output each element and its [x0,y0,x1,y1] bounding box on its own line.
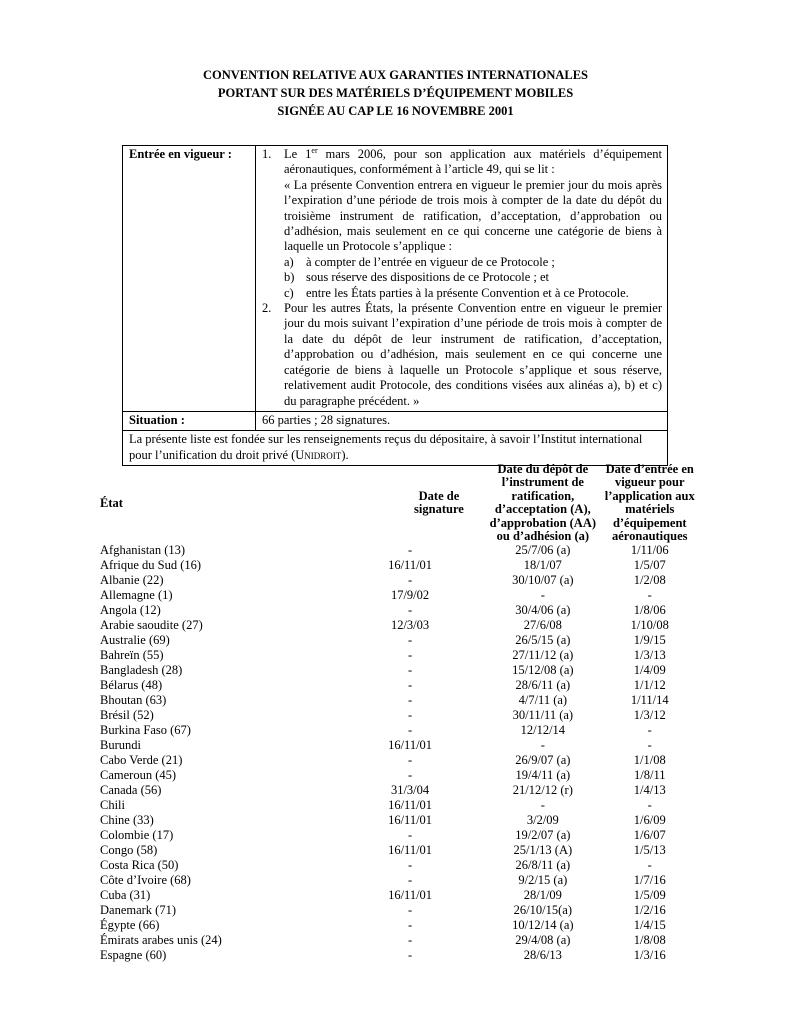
deposit-cell: 19/4/11 (a) [515,768,571,783]
signature-cell: 16/11/01 [388,843,433,858]
deposit-cell: 30/10/07 (a) [512,573,574,588]
table-row [100,918,698,933]
table-row [100,768,698,783]
state-cell: Angola (12) [100,603,161,618]
signature-cell: - [407,693,413,708]
item1-quote: « La présente Convention entrera en vigueur le premier jour du mois après l’expiration d’une période de trois mois à compter de la date du dépôt du troisième instrument de ratification, d’acceptation, d’approbation ou d’adhésion, mais seulement en ce qui concerne une catégorie de biens à laquelle un Protocole s’applique : [284,177,662,254]
deposit-cell: 28/6/11 (a) [515,678,571,693]
signature-cell: - [407,918,413,933]
table-row [100,618,698,633]
state-cell: Bhoutan (63) [100,693,167,708]
signature-cell: 17/9/02 [390,588,430,603]
table-row [100,543,698,558]
signature-cell: - [407,543,413,558]
signature-cell: - [407,573,413,588]
header-deposit: Date du dépôt de l’instrument de ratification, d’acceptation (A), d’approbation (AA) ou d’adhésion (a) [489,462,597,544]
entry-cell: 1/9/15 [633,633,666,648]
deposit-cell: 28/6/13 [523,948,562,963]
item-number: 1. [262,147,272,161]
deposit-cell: 30/11/11 (a) [512,708,574,723]
signature-cell: - [407,663,413,678]
deposit-cell: 26/5/15 (a) [515,633,571,648]
table-row [100,648,698,663]
states-table [100,463,698,963]
state-cell: Danemark (71) [100,903,177,918]
entry-cell: 1/5/13 [633,843,666,858]
deposit-cell: - [540,738,545,753]
header-state: État [100,495,123,510]
state-cell: Colombie (17) [100,828,174,843]
signature-cell: 12/3/03 [390,618,430,633]
state-cell: Bélarus (48) [100,678,163,693]
table-row [100,948,698,963]
state-cell: Cuba (31) [100,888,151,903]
table-row [100,933,698,948]
table-row [100,873,698,888]
entry-cell: 1/7/16 [633,873,666,888]
table-row [100,813,698,828]
state-cell: Arabie saoudite (27) [100,618,203,633]
table-row [100,828,698,843]
sub-item-b: b) sous réserve des dispositions de ce Protocole ; et [284,270,550,285]
deposit-cell: 26/10/15(a) [513,903,572,918]
table-row [100,723,698,738]
entry-cell: 1/11/14 [630,693,669,708]
state-cell: Albanie (22) [100,573,164,588]
signature-cell: - [407,948,413,963]
signature-cell: - [407,873,413,888]
table-row [100,588,698,603]
entry-cell: 1/2/08 [633,573,666,588]
signature-cell: - [407,723,413,738]
state-cell: Allemagne (1) [100,588,173,603]
state-cell: Côte d’Ivoire (68) [100,873,191,888]
state-cell: Burkina Faso (67) [100,723,191,738]
deposit-cell: 4/7/11 (a) [518,693,568,708]
sub-item-a: a) à compter de l’entrée en vigueur de ce Protocole ; [284,254,555,269]
state-cell: Burundi [100,738,141,753]
entry-item-1 [262,147,662,301]
entry-cell: 1/11/06 [630,543,669,558]
entry-cell: 1/2/16 [633,903,666,918]
entry-cell: 1/8/11 [634,768,666,783]
table-row [100,903,698,918]
deposit-cell: 21/12/12 (r) [512,783,573,798]
signature-cell: - [407,858,413,873]
document-title [0,66,791,120]
entry-cell: - [647,723,652,738]
signature-cell: - [407,753,413,768]
deposit-cell: 10/12/14 (a) [512,918,574,933]
entry-cell: 1/4/09 [633,663,666,678]
signature-cell: 16/11/01 [388,798,433,813]
table-row [100,738,698,753]
header-entry: Date d’entrée en vigueur pour l’application aux matériels d’équipement aéronautiques [604,462,695,544]
item1-intro: Le 1er mars 2006, pour son application aux matériels d’équipement aéronautiques, conformément à l’article 49, qui se lit : [284,145,663,177]
entry-cell: 1/10/08 [630,618,669,633]
table-row [100,858,698,873]
entry-cell: - [647,798,652,813]
entry-cell: - [647,738,652,753]
signature-cell: - [407,768,413,783]
deposit-cell: 27/6/08 [523,618,562,633]
state-cell: Cabo Verde (21) [100,753,183,768]
header-signature: Date de signature [414,488,464,517]
signature-cell: 16/11/01 [388,558,433,573]
entry-cell: 1/4/15 [633,918,666,933]
deposit-cell: 29/4/08 (a) [515,933,571,948]
table-row [100,783,698,798]
table-row [100,843,698,858]
deposit-cell: 12/12/14 [520,723,566,738]
item2-text: Pour les autres États, la présente Convention entre en vigueur le premier jour du mois suivant l’expiration d’une période de trois mois à compter de la date du dépôt de leur instrument de ratification, d’acceptation, d’approbation ou d’adhésion, mais seulement en ce qui concerne une catégorie de biens à laquelle un Protocole s’applique et sous réserve, relativement audit Protocole, des conditions visées aux alinéas a), b) et c) du paragraphe précédent. » [284,301,662,408]
state-cell: Brésil (52) [100,708,154,723]
entry-cell: 1/5/07 [633,558,666,573]
situation-value: 66 parties ; 28 signatures. [256,411,668,430]
state-cell: Afrique du Sud (16) [100,558,202,573]
signature-cell: - [407,648,413,663]
state-cell: Bangladesh (28) [100,663,183,678]
table-row [100,603,698,618]
state-cell: Bahreïn (55) [100,648,164,663]
signature-cell: - [407,603,413,618]
entry-cell: - [647,588,652,603]
state-cell: Chili [100,798,126,813]
table-row [100,753,698,768]
entry-item-2 [262,301,662,409]
deposit-cell: 28/1/09 [523,888,562,903]
signature-cell: 31/3/04 [390,783,430,798]
convention-info-table [122,145,668,466]
table-row [100,678,698,693]
entry-cell: 1/3/12 [633,708,666,723]
entry-cell: 1/4/13 [633,783,666,798]
unidroit-name: Unidroit [295,447,342,462]
entry-into-force-value [256,146,668,412]
signature-cell: - [407,708,413,723]
table-row [100,693,698,708]
deposit-cell: 25/1/13 (A) [513,843,573,858]
state-cell: Chine (33) [100,813,154,828]
title-line-1: CONVENTION RELATIVE AUX GARANTIES INTERNATIONALES [202,68,589,82]
deposit-cell: 26/9/07 (a) [515,753,571,768]
deposit-cell: 25/7/06 (a) [515,543,571,558]
deposit-cell: 3/2/09 [526,813,559,828]
state-cell: Afghanistan (13) [100,543,186,558]
table-row [100,633,698,648]
entry-into-force-label: Entrée en vigueur : [123,146,256,412]
signature-cell: - [407,678,413,693]
entry-cell: 1/8/08 [633,933,666,948]
entry-cell: 1/5/09 [633,888,666,903]
signature-cell: 16/11/01 [388,888,433,903]
title-line-2: PORTANT SUR DES MATÉRIELS D’ÉQUIPEMENT MOBILES [217,86,574,100]
source-note: La présente liste est fondée sur les renseignements reçus du dépositaire, à savoir l’Institut international pour l’unification du droit privé (Unidroit). [123,431,668,466]
deposit-cell: 9/2/15 (a) [518,873,568,888]
state-cell: Congo (58) [100,843,158,858]
table-row [100,663,698,678]
signature-cell: 16/11/01 [388,813,433,828]
title-line-3: SIGNÉE AU CAP LE 16 NOVEMBRE 2001 [277,104,514,118]
signature-cell: - [407,903,413,918]
entry-cell: 1/8/06 [633,603,666,618]
deposit-cell: 15/12/08 (a) [512,663,574,678]
table-row [100,708,698,723]
state-cell: Espagne (60) [100,948,167,963]
entry-cell: - [647,858,652,873]
deposit-cell: 19/2/07 (a) [515,828,571,843]
entry-cell: 1/6/07 [633,828,666,843]
deposit-cell: - [540,588,545,603]
entry-cell: 1/1/12 [633,678,666,693]
state-cell: Canada (56) [100,783,162,798]
entry-cell: 1/6/09 [633,813,666,828]
entry-cell: 1/3/13 [633,648,666,663]
table-row [100,573,698,588]
signature-cell: - [407,828,413,843]
item-number: 2. [262,301,272,316]
deposit-cell: - [540,798,545,813]
state-cell: Égypte (66) [100,918,160,933]
state-cell: Émirats arabes unis (24) [100,933,222,948]
state-cell: Costa Rica (50) [100,858,179,873]
table-row [100,798,698,813]
entry-cell: 1/1/08 [633,753,666,768]
deposit-cell: 27/11/12 (a) [512,648,574,663]
state-cell: Cameroun (45) [100,768,177,783]
signature-cell: - [407,633,413,648]
table-row [100,558,698,573]
entry-cell: 1/3/16 [633,948,666,963]
state-cell: Australie (69) [100,633,170,648]
situation-label: Situation : [123,411,256,430]
sub-item-c: c) entre les États parties à la présente Convention et à ce Protocole. [284,285,629,300]
table-row [100,888,698,903]
deposit-cell: 30/4/06 (a) [515,603,571,618]
deposit-cell: 26/8/11 (a) [515,858,571,873]
signature-cell: 16/11/01 [388,738,433,753]
signature-cell: - [407,933,413,948]
deposit-cell: 18/1/07 [523,558,562,573]
states-table-header [100,463,698,543]
